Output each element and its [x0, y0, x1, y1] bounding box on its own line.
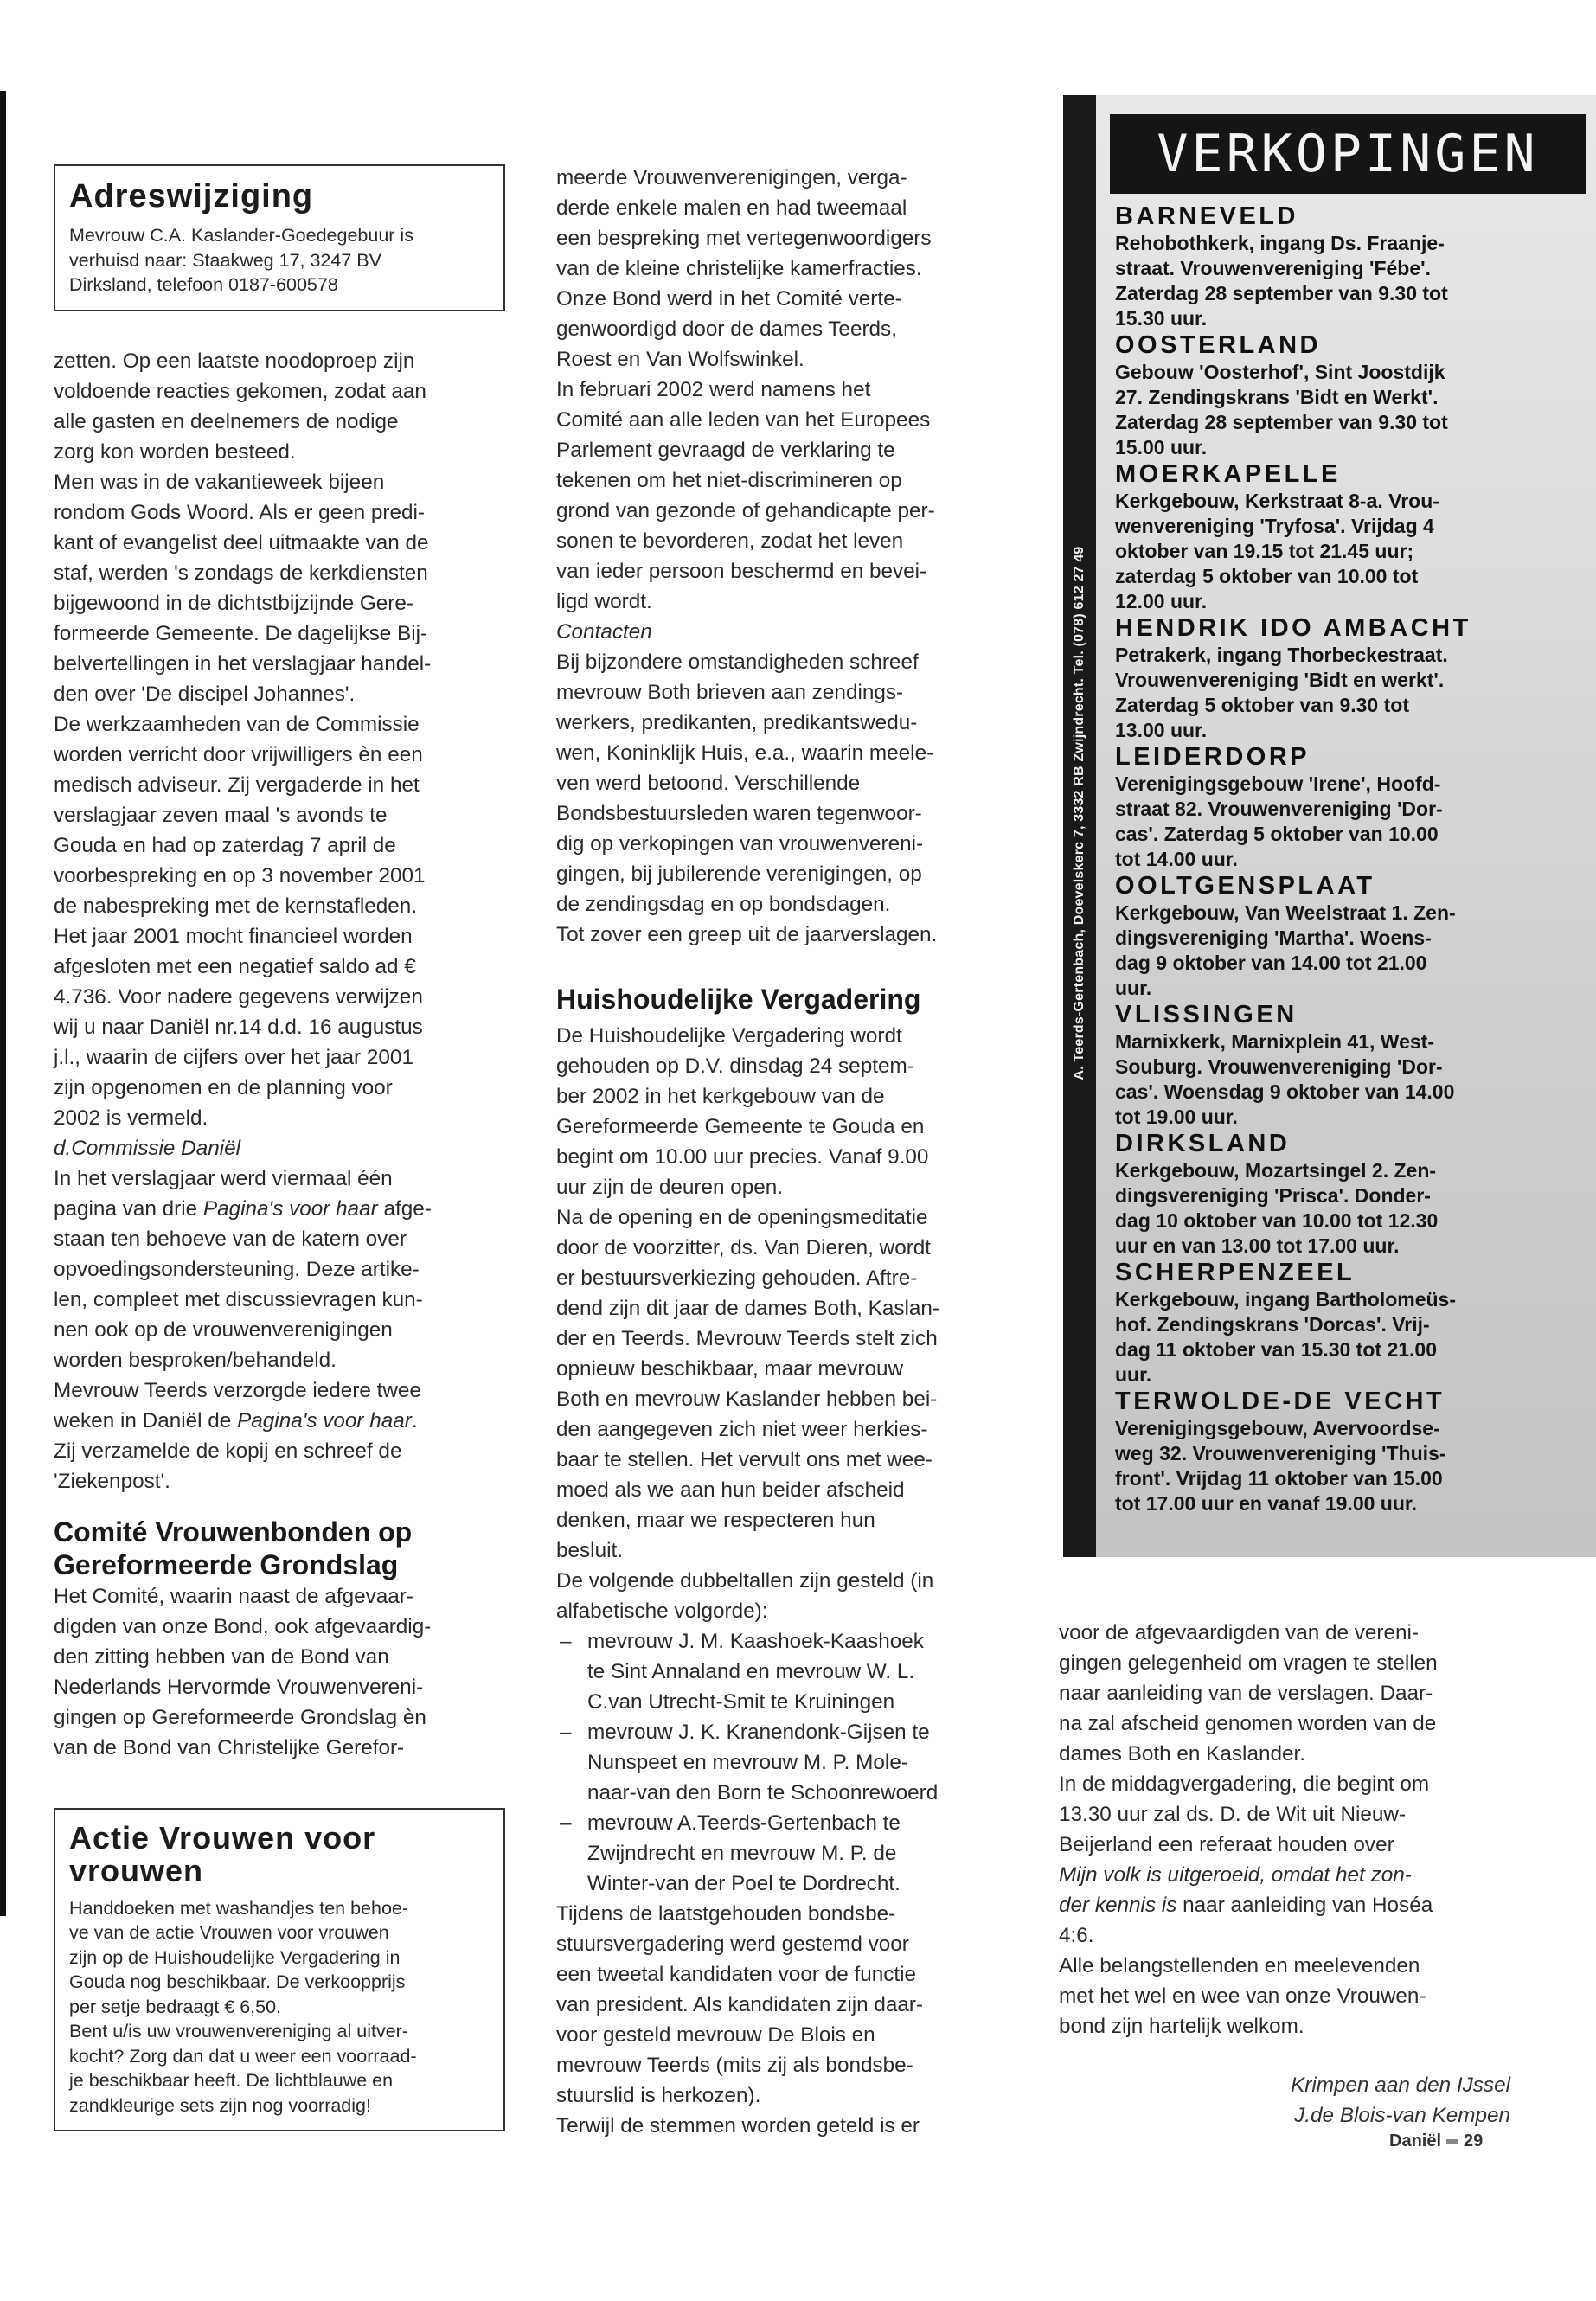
adres-line: Mevrouw C.A. Kaslander-Goedegebuur is: [69, 225, 413, 246]
text-line: derde enkele malen en had tweemaal: [556, 196, 907, 220]
actie-line: zandkleurige sets zijn nog voorradig!: [69, 2094, 371, 2116]
sale-line: Kerkgebouw, ingang Bartholomeüs-: [1115, 1288, 1457, 1311]
sale-line: Zaterdag 28 september van 9.30 tot: [1115, 411, 1448, 433]
text-line: er bestuursverkiezing gehouden. Aftre-: [556, 1266, 918, 1290]
text-line: tekenen om het niet-discrimineren op: [556, 469, 902, 492]
text-line: Roest en Van Wolfswinkel.: [556, 348, 804, 371]
text-line: mevrouw Both brieven aan zendings-: [556, 681, 904, 704]
column-3: [1059, 1618, 1510, 2041]
sale-place: BARNEVELD: [1115, 202, 1298, 230]
text-line: [1059, 1890, 1510, 1920]
sale-item: [1115, 331, 1586, 460]
list-item: [556, 1717, 1008, 1808]
text-line: afgesloten met een negatief saldo ad €: [54, 954, 416, 978]
sale-line: wenvereniging 'Tryfosa'. Vrijdag 4: [1115, 515, 1434, 537]
verkopingen-panel: [1063, 95, 1596, 1557]
sale-line: Rehobothkerk, ingang Ds. Fraanje-: [1115, 232, 1445, 254]
comite-heading-line2: Gereformeerde Grondslag: [54, 1548, 399, 1580]
sale-item: [1115, 614, 1586, 743]
text-line: Gouda en had op zaterdag 7 april de: [54, 833, 396, 857]
text-line: gingen gelegenheid om vragen te stellen: [1059, 1651, 1438, 1675]
subhead-commissie-daniel: [54, 1133, 505, 1163]
sale-line: tot 14.00 uur.: [1115, 848, 1238, 870]
text-line: Bij bijzondere omstandigheden schreef: [556, 651, 919, 674]
column-1: [54, 164, 505, 2131]
actie-box: [54, 1808, 505, 2132]
sale-line: tot 17.00 uur en vanaf 19.00 uur.: [1115, 1492, 1417, 1515]
text-line: – mevrouw J. K. Kranendonk-Gijsen te: [587, 1721, 930, 1744]
text-line: ligd wordt.: [556, 590, 652, 613]
actie-title-line1: Actie Vrouwen voor: [69, 1819, 376, 1856]
referaat-title-part: der kennis is: [1059, 1894, 1177, 1917]
text-line: C.van Utrecht-Smit te Kruiningen: [587, 1690, 895, 1714]
actie-line: Bent u/is uw vrouwenvereniging al uitver-: [69, 2021, 408, 2041]
huishoudelijke-vergadering-heading: Huishoudelijke Vergadering: [556, 984, 921, 1015]
text-line: voorbespreking en op 3 november 2001: [54, 863, 426, 888]
sale-item: [1115, 1001, 1586, 1130]
page-footer: [1389, 2131, 1483, 2151]
sale-line: Verenigingsgebouw, Avervoordse-: [1115, 1417, 1440, 1439]
sale-line: Marnixkerk, Marnixplein 41, West-: [1115, 1030, 1434, 1053]
actie-line: Gouda nog beschikbaar. De verkoopprijs: [69, 1971, 406, 1992]
text-line: opvoedingsondersteuning. Deze artike-: [54, 1257, 420, 1281]
text-line: nen ook op de vrouwenverenigingen: [54, 1317, 393, 1342]
sale-line: Souburg. Vrouwenvereniging 'Dor-: [1115, 1055, 1443, 1078]
subhead-text: Contacten: [556, 620, 652, 644]
text-line: stuurslid is herkozen).: [556, 2084, 761, 2107]
text-line: Comité aan alle leden van het Europees: [556, 408, 931, 432]
text-line: van de kleine christelijke kamerfracties.: [556, 257, 922, 280]
text-line: alle gasten en deelnemers de nodige: [54, 409, 399, 433]
text-line: besluit.: [556, 1539, 623, 1562]
text-line: In het verslagjaar werd viermaal één: [54, 1166, 393, 1190]
text-line: bijgewoond in de dichtstbijzijnde Gere-: [54, 591, 413, 615]
sale-line: Kerkgebouw, Van Weelstraat 1. Zen-: [1115, 901, 1456, 924]
sale-line: straat 82. Vrouwenvereniging 'Dor-: [1115, 798, 1443, 820]
text-line: worden verricht door vrijwilligers èn een: [54, 742, 423, 766]
text-line: naar aanleiding van de verslagen. Daar-: [1059, 1682, 1433, 1705]
adreswijziging-title: Adreswijziging: [69, 178, 314, 215]
text-line: uur zijn de deuren open.: [556, 1176, 784, 1199]
col1-intro: [54, 346, 505, 1497]
text-line: na zal afscheid genomen worden van de: [1059, 1712, 1437, 1735]
adreswijziging-text: [69, 223, 490, 298]
text-line: dend zijn dit jaar de dames Both, Kaslan-: [556, 1297, 940, 1320]
text-line: digden van onze Bond, ook afgevaardig-: [54, 1614, 432, 1638]
text-line: der en Teerds. Mevrouw Teerds stelt zich: [556, 1327, 938, 1350]
subhead-text: d.Commissie Daniël: [54, 1136, 241, 1160]
sale-place: MOERKAPELLE: [1115, 460, 1341, 488]
text-line: Onze Bond werd in het Comité verte-: [556, 287, 902, 311]
sale-line: dag 11 oktober van 15.30 tot 21.00: [1115, 1338, 1437, 1361]
sale-line: dingsvereniging 'Prisca'. Donder-: [1115, 1184, 1431, 1207]
text-line: Both en mevrouw Kaslander hebben bei-: [556, 1388, 938, 1411]
text-line: Gereformeerde Gemeente te Gouda en: [556, 1115, 925, 1138]
text-line: gingen, bij jubilerende verenigingen, op: [556, 862, 922, 886]
text-line: wen, Koninklijk Huis, e.a., waarin meele-: [556, 741, 934, 765]
sale-place: DIRKSLAND: [1115, 1130, 1291, 1157]
text-line: In de middagvergadering, die begint om: [1059, 1772, 1430, 1796]
text-line: door de voorzitter, ds. Van Dieren, wordt: [556, 1236, 932, 1259]
text-line: kant of evangelist deel uitmaakte van de: [54, 530, 429, 554]
sale-line: Vrouwenvereniging 'Bidt en werkt'.: [1115, 669, 1445, 691]
text-line: den aangegeven zich niet weer herkies-: [556, 1418, 928, 1441]
sale-place: OOSTERLAND: [1115, 331, 1321, 359]
text-line: van de Bond van Christelijke Gerefor-: [54, 1735, 405, 1759]
text-line: gehouden op D.V. dinsdag 24 septem-: [556, 1054, 914, 1078]
sale-item: [1115, 743, 1586, 872]
adreswijziging-box: [54, 164, 505, 311]
text-line: dames Both en Kaslander.: [1059, 1742, 1306, 1766]
list-item: [556, 1626, 1008, 1717]
text-line: Parlement gevraagd de verklaring te: [556, 439, 895, 462]
sale-line: 12.00 uur.: [1115, 590, 1208, 612]
text-line: [1059, 1860, 1510, 1890]
dubbeltallen-list: [556, 1626, 1008, 1899]
signature-place: Krimpen aan den IJssel: [1291, 2073, 1510, 2097]
text-line: Tijdens de laatstgehouden bondsbe-: [556, 1902, 896, 1926]
text-line: stuursvergadering werd gestemd voor: [556, 1932, 909, 1956]
page-number: 29: [1464, 2131, 1484, 2150]
sale-place: HENDRIK IDO AMBACHT: [1115, 614, 1471, 642]
text-line: wij u naar Daniël nr.14 d.d. 16 augustus: [54, 1015, 423, 1039]
text-line: Beijerland een referaat houden over: [1059, 1833, 1394, 1856]
text-line: een tweetal kandidaten voor de functie: [556, 1963, 917, 1986]
actie-line: Handdoeken met washandjes ten behoe-: [69, 1897, 409, 1919]
referaat-ref-text: naar aanleiding van Hoséa: [1176, 1894, 1433, 1917]
text-line: Mevrouw Teerds verzorgde iedere twee: [54, 1378, 421, 1402]
sale-line: Zaterdag 28 september van 9.30 tot: [1115, 282, 1448, 304]
text-line: Na de opening en de openingsmeditatie: [556, 1206, 928, 1229]
sale-item: [1115, 202, 1586, 331]
actie-line: per setje bedraagt € 6,50.: [69, 1996, 282, 2017]
sale-place: LEIDERDORP: [1115, 743, 1311, 771]
text-line: denken, maar we respecteren hun: [556, 1509, 875, 1532]
text-line: ven werd betoond. Verschillende: [556, 772, 861, 795]
sale-item: [1115, 460, 1586, 614]
text-line: Men was in de vakantieweek bijeen: [54, 470, 385, 494]
text-line: worden besproken/behandeld.: [54, 1348, 337, 1372]
text-line: den over 'De discipel Johannes'.: [54, 682, 356, 706]
actie-line: ve van de actie Vrouwen voor vrouwen: [69, 1922, 389, 1943]
text-line: met het wel en wee van onze Vrouwen-: [1059, 1984, 1426, 2008]
text-line: moed als we aan hun beider afscheid: [556, 1478, 905, 1502]
text-line: In februari 2002 werd namens het: [556, 378, 871, 401]
sale-line: Petrakerk, ingang Thorbeckestraat.: [1115, 644, 1448, 666]
text-line: de nabespreking met de kernstafleden.: [54, 894, 418, 918]
adres-line: verhuisd naar: Staakweg 17, 3247 BV: [69, 249, 381, 271]
text-line: mevrouw Teerds (mits zij als bondsbe-: [556, 2054, 913, 2077]
sale-line: Kerkgebouw, Mozartsingel 2. Zen-: [1115, 1159, 1437, 1182]
text-line: Bondsbestuursleden waren tegenwoor-: [556, 802, 922, 825]
sale-line: hof. Zendingskrans 'Dorcas'. Vrij-: [1115, 1313, 1430, 1336]
list-item: [556, 1808, 1008, 1899]
sale-line: front'. Vrijdag 11 oktober van 15.00: [1115, 1467, 1443, 1490]
text-line: 4:6.: [1059, 1924, 1094, 1947]
subhead-contacten: [556, 617, 1008, 647]
text-line: 4.736. Voor nadere gegevens verwijzen: [54, 984, 423, 1009]
text-line: baar te stellen. Het vervult ons met wee-: [556, 1448, 933, 1471]
text-line: Winter-van der Poel te Dordrecht.: [587, 1872, 901, 1895]
text-line: Het Comité, waarin naast de afgevaar-: [54, 1584, 413, 1608]
text-line: Nederlands Hervormde Vrouwenvereni-: [54, 1675, 424, 1699]
text-line: van president. Als kandidaten zijn daar-: [556, 1993, 924, 2016]
sale-line: Zaterdag 5 oktober van 9.30 tot: [1115, 694, 1409, 716]
sale-line: tot 19.00 uur.: [1115, 1106, 1238, 1128]
sale-line: uur.: [1115, 977, 1152, 999]
sale-item: [1115, 1130, 1586, 1259]
text-line: 13.30 uur zal ds. D. de Wit uit Nieuw-: [1059, 1803, 1407, 1826]
sale-line: weg 32. Vrouwenvereniging 'Thuis-: [1115, 1442, 1446, 1465]
text-line: van ieder persoon beschermd en bevei-: [556, 560, 927, 583]
text-line: staf, werden 's zondags de kerkdiensten: [54, 561, 428, 585]
footer-separator: [1446, 2139, 1458, 2144]
contact-address-vertical: A. Teerds-Gertenbach, Doevelskerc 7, 3332 RB Zwijndrecht. Tel. (078) 612 27 49: [1072, 546, 1086, 1080]
comite-heading-line1: Comité Vrouwenbonden op: [54, 1516, 413, 1548]
text-line: formeerde Gemeente. De dagelijkse Bij-: [54, 621, 428, 645]
sale-line: straat. Vrouwenvereniging 'Fébe'.: [1115, 257, 1431, 279]
text-line: weken in Daniël de Pagina's voor haar.: [54, 1408, 418, 1433]
adres-line: Dirksland, telefoon 0187-600578: [69, 274, 338, 295]
sale-place: TERWOLDE-DE VECHT: [1115, 1388, 1445, 1415]
sale-line: Verenigingsgebouw 'Irene', Hoofd-: [1115, 772, 1441, 795]
sale-line: cas'. Woensdag 9 oktober van 14.00: [1115, 1080, 1455, 1103]
sale-item: [1115, 1388, 1586, 1516]
text-line: len, compleet met discussievragen kun-: [54, 1287, 423, 1311]
text-line: medisch adviseur. Zij vergaderde in het: [54, 772, 420, 797]
sale-item: [1115, 1259, 1586, 1388]
text-line: zijn opgenomen en de planning voor: [54, 1075, 393, 1099]
text-line: rondom Gods Woord. Als er geen predi-: [54, 500, 426, 524]
sale-place: VLISSINGEN: [1115, 1001, 1298, 1029]
text-line: werkers, predikanten, predikantswedu-: [556, 711, 918, 734]
text-line: opnieuw beschikbaar, maar mevrouw: [556, 1357, 904, 1381]
text-line: Het jaar 2001 mocht financieel worden: [54, 924, 413, 948]
sale-line: Kerkgebouw, Kerkstraat 8-a. Vrou-: [1115, 490, 1439, 512]
sale-line: oktober van 19.15 tot 21.45 uur;: [1115, 540, 1414, 562]
text-line: den zitting hebben van de Bond van: [54, 1644, 389, 1669]
text-line: Zij verzamelde de kopij en schreef de: [54, 1439, 402, 1463]
text-line: begint om 10.00 uur precies. Vanaf 9.00: [556, 1145, 929, 1169]
sale-place: OOLTGENSPLAAT: [1115, 872, 1375, 900]
verkopingen-title: VERKOPINGEN: [1110, 114, 1586, 194]
magazine-name: Daniël: [1389, 2131, 1442, 2150]
text-line: – mevrouw J. M. Kaashoek-Kaashoek: [587, 1630, 924, 1653]
contact-side-strip: [1063, 95, 1096, 1557]
text-line: sonen te bevorderen, zodat het leven: [556, 529, 904, 553]
page-edge-bar: [0, 91, 6, 1916]
text-line: de zendingsdag en op bondsdagen.: [556, 893, 891, 916]
text-line: zetten. Op een laatste noodoproep zijn: [54, 349, 415, 373]
column-2: [556, 163, 1008, 2141]
text-line: genwoordigd door de dames Teerds,: [556, 317, 897, 341]
sale-line: 13.00 uur.: [1115, 719, 1208, 741]
actie-line: zijn op de Huishoudelijke Vergadering in: [69, 1946, 401, 1968]
text-line: – mevrouw A.Teerds-Gertenbach te: [587, 1811, 901, 1835]
text-line: een bespreking met vertegenwoordigers: [556, 227, 932, 250]
sale-line: uur en van 13.00 tot 17.00 uur.: [1115, 1234, 1400, 1257]
text-line: pagina van drie Pagina's voor haar afge-: [54, 1196, 432, 1221]
actie-title-line2: vrouwen: [69, 1852, 204, 1888]
sale-line: cas'. Zaterdag 5 oktober van 10.00: [1115, 823, 1439, 845]
referaat-title-part: Mijn volk is uitgeroeid, omdat het zon-: [1059, 1863, 1412, 1887]
text-line: Alle belangstellenden en meelevenden: [1059, 1954, 1420, 1977]
text-line: zorg kon worden besteed.: [54, 439, 296, 464]
sale-line: 27. Zendingskrans 'Bidt en Werkt'.: [1115, 386, 1439, 408]
text-line: Terwijl de stemmen worden geteld is er: [556, 2114, 920, 2138]
text-line: De werkzaamheden van de Commissie: [54, 712, 420, 736]
sale-line: zaterdag 5 oktober van 10.00 tot: [1115, 565, 1419, 587]
sale-line: uur.: [1115, 1363, 1152, 1386]
signature-name: J.de Blois-van Kempen: [1294, 2104, 1510, 2127]
text-line: naar-van den Born te Schoonrewoerd: [587, 1781, 939, 1804]
actie-line: kocht? Zorg dan dat u weer een voorraad-: [69, 2045, 417, 2067]
text-line: te Sint Annaland en mevrouw W. L.: [587, 1660, 915, 1683]
sale-list: [1115, 202, 1586, 1516]
text-line: ber 2002 in het kerkgebouw van de: [556, 1085, 885, 1108]
sale-line: dag 10 oktober van 10.00 tot 12.30: [1115, 1209, 1439, 1232]
text-line: voldoende reacties gekomen, zodat aan: [54, 379, 426, 403]
text-line: j.l., waarin de cijfers over het jaar 2001: [54, 1045, 413, 1069]
sale-line: Gebouw 'Oosterhof', Sint Joostdijk: [1115, 361, 1445, 383]
sale-line: 15.00 uur.: [1115, 436, 1208, 458]
sale-line: dag 9 oktober van 14.00 tot 21.00: [1115, 952, 1427, 974]
sale-item: [1115, 872, 1586, 1001]
text-line: De volgende dubbeltallen zijn gesteld (in: [556, 1569, 934, 1593]
comite-section: [54, 1516, 505, 1763]
actie-line: je beschikbaar heeft. De lichtblauwe en: [69, 2070, 394, 2091]
text-line: belvertellingen in het verslagjaar handel-: [54, 651, 432, 676]
text-line: Nunspeet en mevrouw M. P. Mole-: [587, 1751, 908, 1774]
text-line: De Huishoudelijke Vergadering wordt: [556, 1024, 902, 1048]
text-line: grond van gezonde of gehandicapte per-: [556, 499, 935, 522]
text-line: meerde Vrouwenverenigingen, verga-: [556, 166, 907, 189]
sale-line: dingsvereniging 'Martha'. Woens-: [1115, 926, 1432, 949]
text-line: Zwijndrecht en mevrouw M. P. de: [587, 1842, 897, 1865]
sale-line: 15.30 uur.: [1115, 307, 1208, 330]
sale-place: SCHERPENZEEL: [1115, 1259, 1356, 1286]
text-line: alfabetische volgorde):: [556, 1599, 768, 1623]
text-line: 2002 is vermeld.: [54, 1106, 208, 1130]
text-line: dig op verkopingen van vrouwenvereni-: [556, 832, 924, 856]
text-line: voor de afgevaardigden van de vereni-: [1059, 1621, 1420, 1644]
text-line: staan ten behoeve van de katern over: [54, 1227, 407, 1251]
text-line: voor gesteld mevrouw De Blois en: [556, 2023, 875, 2047]
text-line: bond zijn hartelijk welkom.: [1059, 2015, 1304, 2038]
text-line: gingen op Gereformeerde Grondslag èn: [54, 1705, 426, 1729]
text-line: verslagjaar zeven maal 's avonds te: [54, 803, 388, 827]
text-line: Tot zover een greep uit de jaarverslagen.: [556, 923, 938, 946]
text-line: 'Ziekenpost'.: [54, 1469, 170, 1493]
